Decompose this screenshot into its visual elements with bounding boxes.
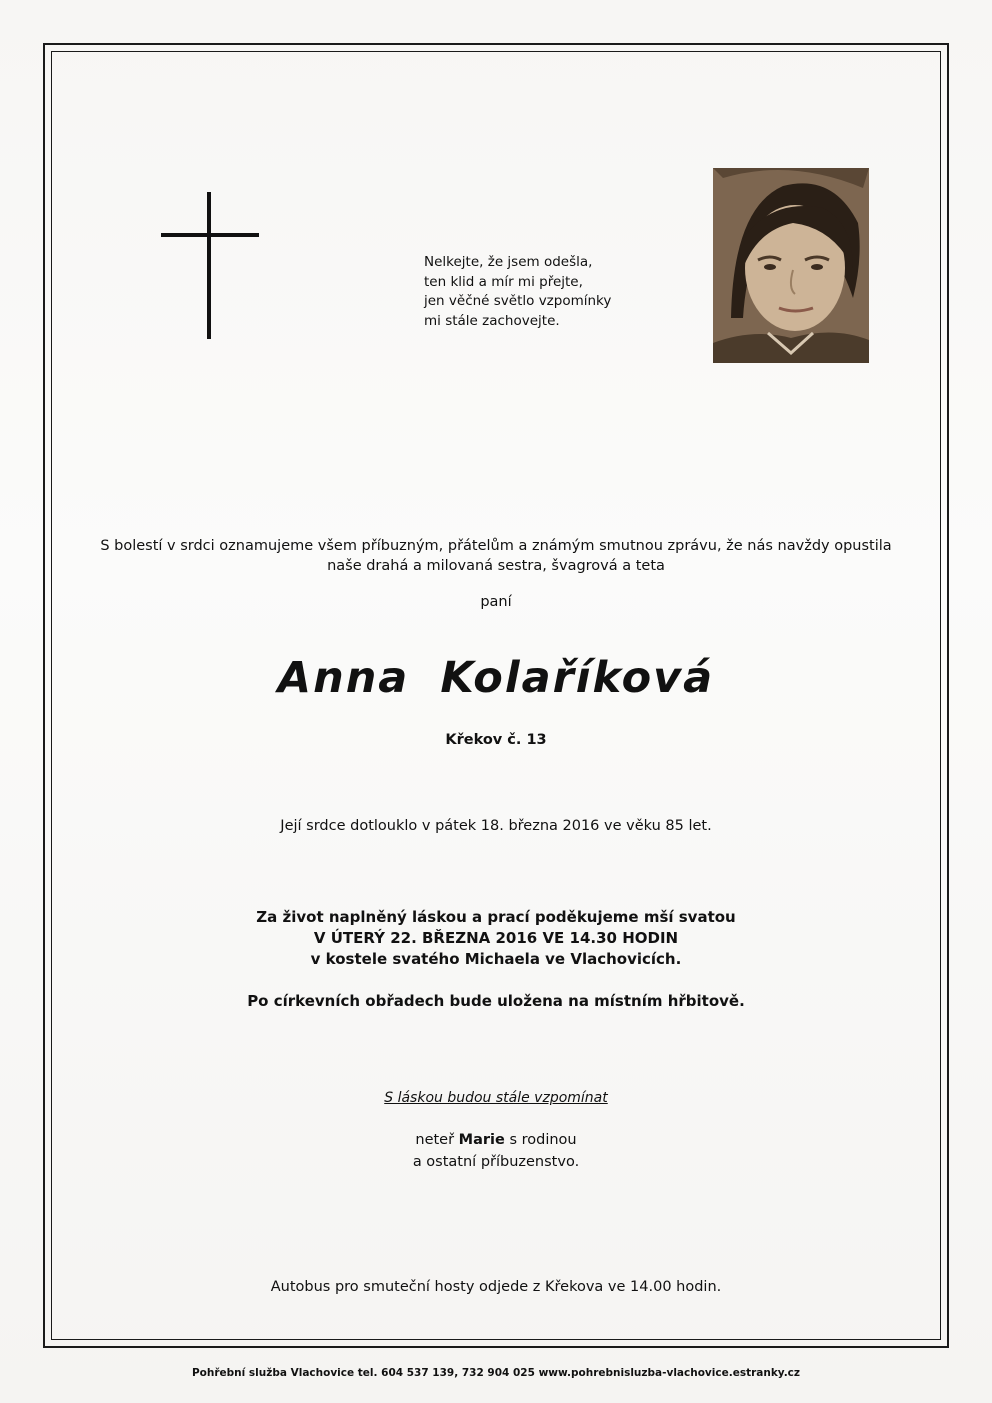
ceremony-datetime: V ÚTERÝ 22. BŘEZNA 2016 VE 14.30 HODIN: [313, 929, 679, 947]
survivor-suffix: s rodinou: [509, 1132, 577, 1148]
portrait-icon: [713, 168, 869, 363]
title-word: paní: [480, 594, 512, 610]
burial-info: Po církevních obřadech bude uložena na místním hřbitově.: [247, 992, 745, 1010]
ceremony-info: [60, 907, 932, 970]
bus-info: Autobus pro smuteční hosty odjede z Křekova ve 14.00 hodin.: [270, 1279, 722, 1295]
memorial-poem: [424, 253, 684, 331]
announcement-intro: [60, 536, 932, 576]
cross-horizontal-bar: [161, 233, 259, 237]
intro-line: naše drahá a milovaná sestra, švagrová a teta: [327, 558, 665, 574]
deceased-address: Křekov č. 13: [445, 732, 547, 748]
deceased-name: [60, 653, 932, 703]
last-name: Kolaříková: [440, 653, 715, 703]
funeral-service-footer: Pohřební služba Vlachovice tel. 604 537 139, 732 904 025 www.pohrebnisluzba-vlachovice.estranky.cz: [191, 1367, 801, 1379]
poem-line: jen věčné světlo vzpomínky: [424, 293, 612, 309]
ceremony-line: Za život naplněný láskou a prací poděkujeme mší svatou: [256, 908, 736, 926]
poem-line: ten klid a mír mi přejte,: [424, 273, 583, 290]
remembrance-title: S láskou budou stále vzpomínat: [384, 1090, 608, 1106]
death-statement: Její srdce dotlouklo v pátek 18. března 2016 ve věku 85 let.: [280, 818, 712, 834]
poem-line: mi stále zachovejte.: [424, 312, 560, 329]
survivor-name: Marie: [458, 1132, 505, 1148]
poem-line: Nelkejte, že jsem odešla,: [424, 254, 593, 270]
intro-line: S bolestí v srdci oznamujeme všem příbuzným, přátelům a známým smutnou zprávu, že nás navždy opustila: [100, 538, 892, 554]
survivor-line: [60, 1129, 932, 1151]
portrait-photo: [713, 168, 869, 363]
survivors-list: [60, 1129, 932, 1173]
survivor-relation: neteř: [415, 1132, 455, 1148]
survivor-line: a ostatní příbuzenstvo.: [412, 1154, 580, 1170]
first-name: Anna: [277, 653, 410, 703]
ceremony-location: v kostele svatého Michaela ve Vlachovicích.: [310, 950, 682, 968]
cross-vertical-bar: [207, 192, 211, 339]
